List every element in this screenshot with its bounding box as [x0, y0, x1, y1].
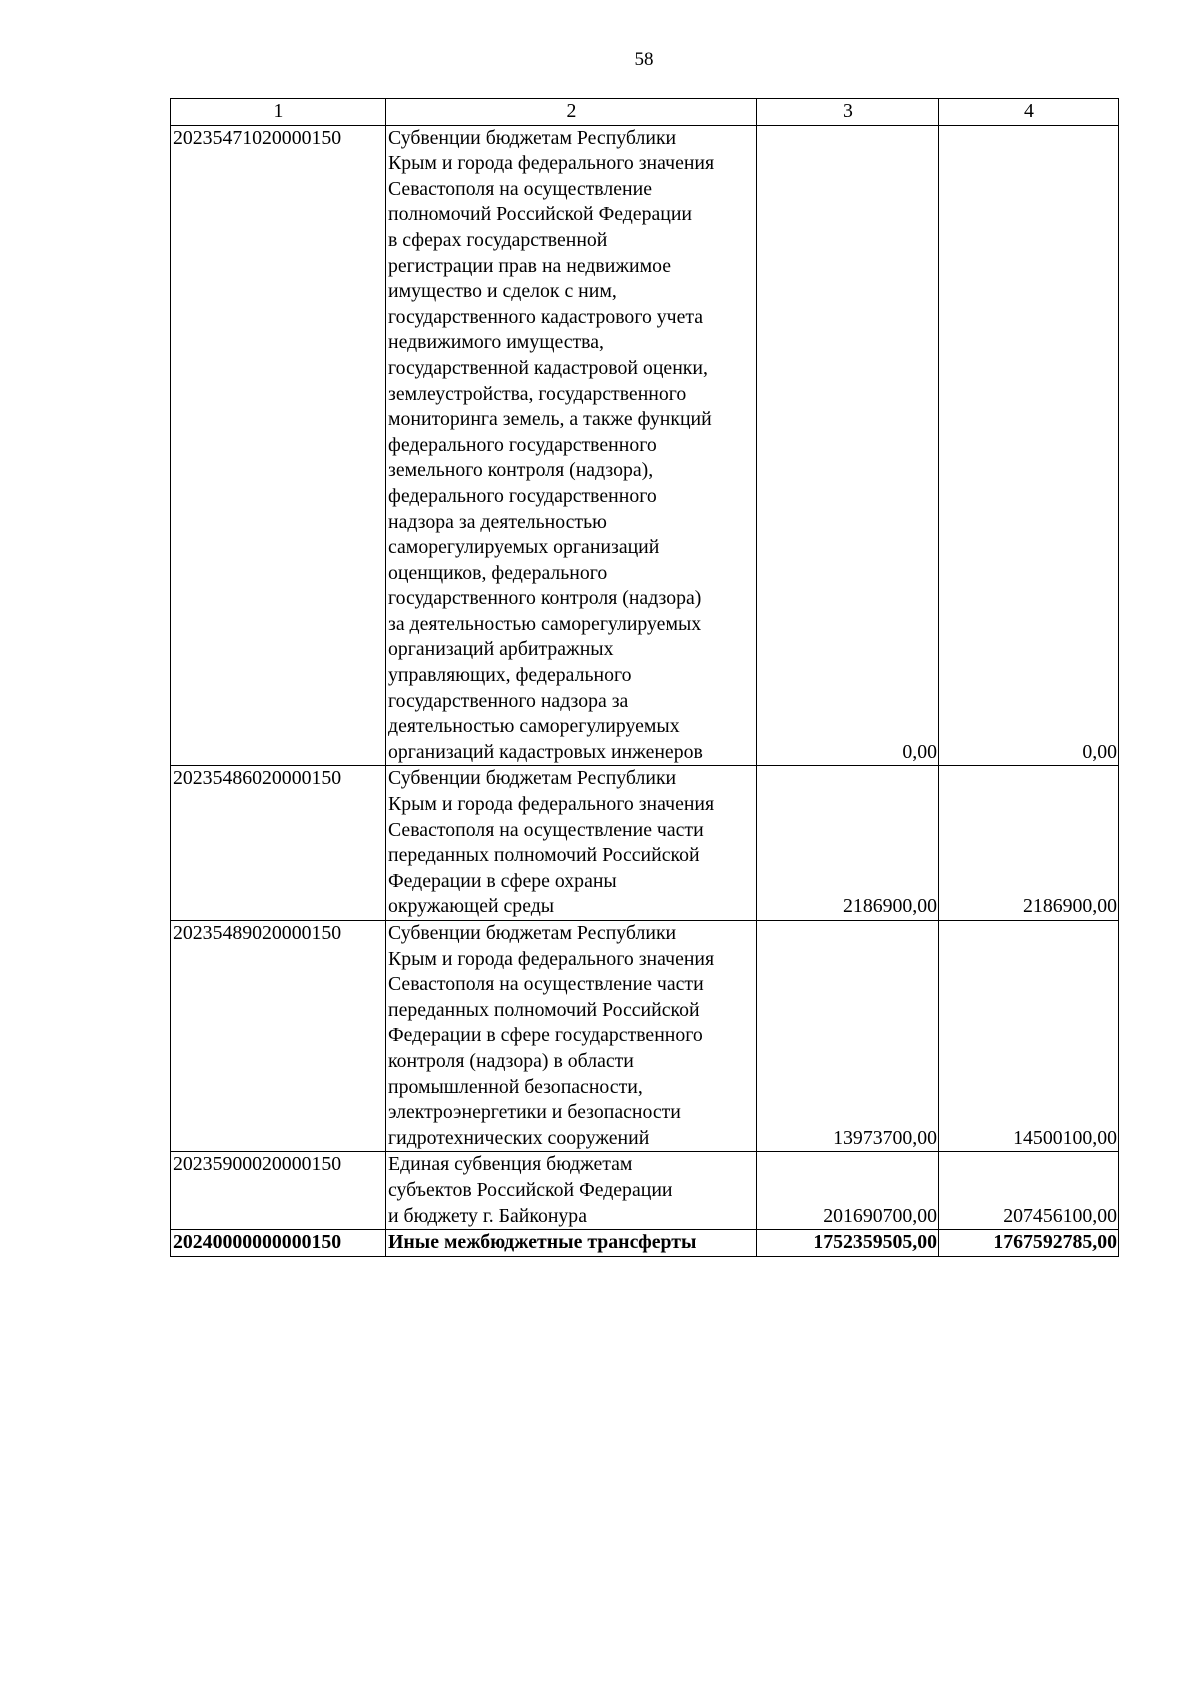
description-line: Крым и города федерального значения	[388, 152, 715, 175]
description-line: Единая субвенция бюджетам	[388, 1153, 633, 1176]
description-line: субъектов Российской Федерации	[388, 1178, 673, 1201]
description-line: Севастополя на осуществление	[388, 177, 652, 200]
row-value-col3: 0,00	[757, 125, 939, 766]
description-line: контроля (надзора) в области	[388, 1049, 634, 1072]
description-line: полномочий Российской Федерации	[388, 203, 693, 226]
description-line: имущество и сделок с ним,	[388, 280, 617, 303]
description-line: Федерации в сфере государственного	[388, 1024, 703, 1047]
row-code: 20235486020000150	[171, 766, 386, 921]
row-description	[386, 1152, 757, 1230]
description-line: землеустройства, государственного	[388, 382, 687, 405]
row-code: 20235471020000150	[171, 125, 386, 766]
page-number: 58	[634, 49, 654, 70]
description-line: и бюджету г. Байконура	[388, 1204, 587, 1227]
row-value-col3: 201690700,00	[757, 1152, 939, 1230]
description-line: государственной кадастровой оценки,	[388, 356, 708, 379]
description-line: организаций кадастровых инженеров	[388, 740, 703, 763]
table-header-row	[171, 99, 1119, 126]
description-line: регистрации прав на недвижимое	[388, 254, 672, 277]
description-line: электроэнергетики и безопасности	[388, 1101, 681, 1124]
row-description	[386, 766, 757, 921]
row-description	[386, 125, 757, 766]
total-row	[171, 1230, 1119, 1257]
description-line: государственного контроля (надзора)	[388, 587, 702, 610]
description-line: Севастополя на осуществление части	[388, 818, 704, 841]
row-description	[386, 921, 757, 1152]
row-value-col4: 2186900,00	[939, 766, 1119, 921]
budget-table	[170, 98, 1119, 1257]
description-line: промышленной безопасности,	[388, 1075, 643, 1098]
description-line: Субвенции бюджетам Республики	[388, 126, 677, 149]
description-line: надзора за деятельностью	[388, 510, 607, 533]
description-line: саморегулируемых организаций	[388, 536, 660, 559]
budget-table-body	[171, 99, 1119, 1257]
header-cell-4: 4	[939, 99, 1119, 126]
row-value-col4: 14500100,00	[939, 921, 1119, 1152]
table-row	[171, 125, 1119, 766]
description-line: гидротехнических сооружений	[388, 1126, 650, 1149]
description-line: Субвенции бюджетам Республики	[388, 922, 677, 944]
description-line: управляющих, федерального	[388, 664, 632, 687]
header-cell-1: 1	[171, 99, 386, 126]
description-line: оценщиков, федерального	[388, 561, 608, 584]
row-value-col4: 207456100,00	[939, 1152, 1119, 1230]
description-line: Федерации в сфере охраны	[388, 869, 617, 892]
description-line: земельного контроля (надзора),	[388, 459, 654, 482]
description-line: Крым и города федерального значения	[388, 793, 715, 816]
table-row	[171, 1152, 1119, 1230]
row-value-col3: 2186900,00	[757, 766, 939, 921]
description-line: деятельностью саморегулируемых	[388, 715, 680, 738]
description-line: государственного надзора за	[388, 689, 629, 712]
total-description: Иные межбюджетные трансферты	[386, 1230, 757, 1257]
description-line: мониторинга земель, а также функций	[388, 408, 712, 431]
table-row	[171, 766, 1119, 921]
description-line: Субвенции бюджетам Республики	[388, 767, 677, 790]
total-code: 20240000000000150	[171, 1230, 386, 1257]
description-line: федерального государственного	[388, 484, 657, 507]
total-value-col4: 1767592785,00	[939, 1230, 1119, 1257]
description-line: недвижимого имущества,	[388, 331, 604, 354]
description-line: организаций арбитражных	[388, 638, 614, 661]
row-code: 20235900020000150	[171, 1152, 386, 1230]
description-line: Крым и города федерального значения	[388, 947, 715, 970]
row-code: 20235489020000150	[171, 921, 386, 1152]
description-line: за деятельностью саморегулируемых	[388, 612, 702, 635]
table-row	[171, 921, 1119, 1152]
row-value-col3: 13973700,00	[757, 921, 939, 1152]
total-value-col3: 1752359505,00	[757, 1230, 939, 1257]
row-value-col4: 0,00	[939, 125, 1119, 766]
description-line: государственного кадастрового учета	[388, 305, 704, 328]
description-line: переданных полномочий Российской	[388, 998, 700, 1021]
header-cell-2: 2	[386, 99, 757, 126]
description-line: в сферах государственной	[388, 228, 608, 251]
description-line: переданных полномочий Российской	[388, 844, 700, 867]
description-line: Севастополя на осуществление части	[388, 973, 704, 996]
description-line: окружающей среды	[388, 895, 555, 918]
description-line: федерального государственного	[388, 433, 657, 456]
header-cell-3: 3	[757, 99, 939, 126]
